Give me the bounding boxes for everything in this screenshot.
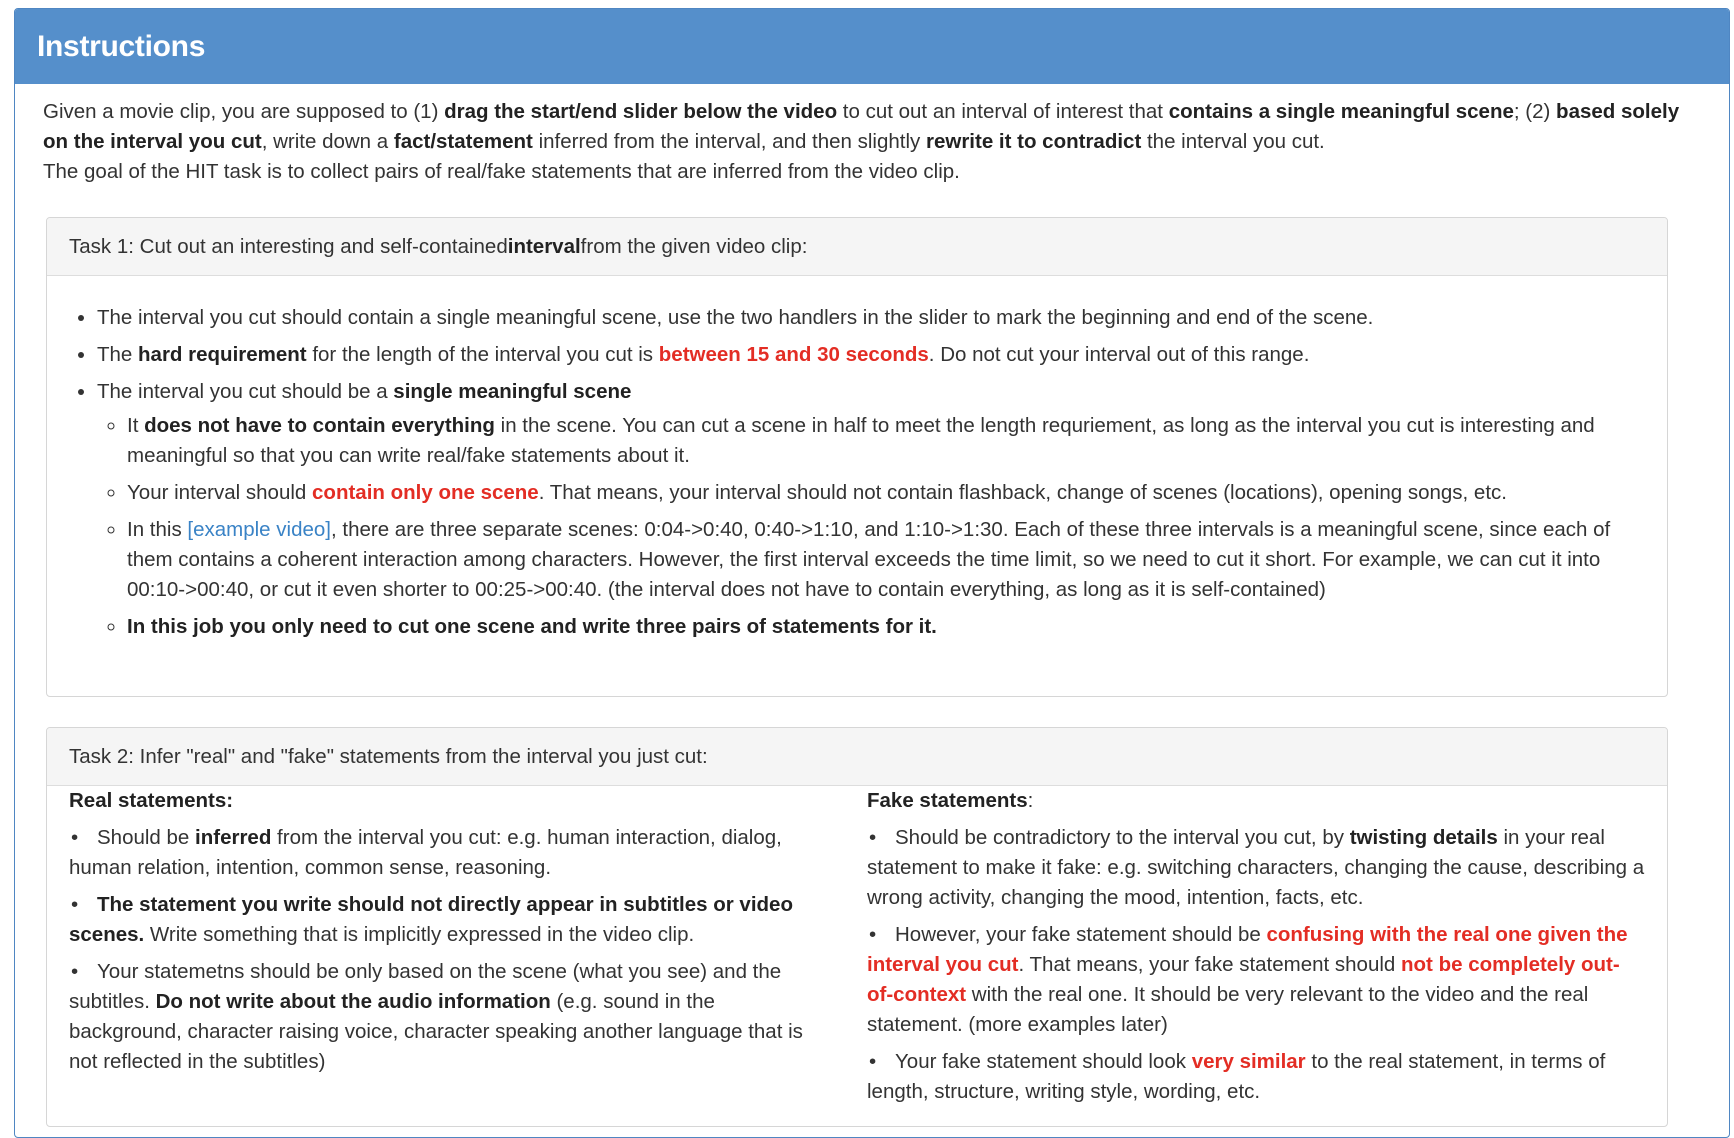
highlight-text: very similar bbox=[1191, 1050, 1306, 1073]
plain-text: Task 1: Cut out an interesting and self-contained bbox=[69, 234, 508, 258]
plain-text: inferred from the interval, and then slightly bbox=[532, 130, 926, 153]
task1-bullet bbox=[97, 303, 1645, 333]
emphasis-text: inferred bbox=[195, 826, 272, 849]
emphasis-text: drag the start/end slider below the video bbox=[444, 100, 838, 123]
plain-text: However, your fake statement should be bbox=[895, 923, 1267, 946]
plain-text: , there are three separate scenes: 0:04->0:40, 0:40->1:10, and 1:10->1:30. Each of these three intervals is a meaningful scene, since each of them contains a coherent interaction among characters. However, the first interval exceeds the time limit, so we need to cut it short. For example, we can cut it into 00:10->00:40, or cut it even shorter to 00:25->00:40. (the interval does not have to contain everything, as long as it is self-contained) bbox=[127, 518, 1611, 601]
emphasis-text: based solely on the interval you cut bbox=[43, 100, 1680, 153]
fake-statements-column bbox=[857, 786, 1645, 1114]
task1-sub-bullet bbox=[127, 478, 1645, 508]
fake-statements-list bbox=[867, 823, 1645, 1107]
plain-text: . Do not cut your interval out of this range. bbox=[928, 343, 1310, 366]
real-statements-title: Real statements: bbox=[69, 789, 234, 812]
emphasis-text: rewrite it to contradict bbox=[926, 130, 1142, 153]
emphasis-text: single meaningful scene bbox=[393, 380, 632, 403]
plain-text: It bbox=[127, 414, 145, 437]
task1-sub-bullet bbox=[127, 411, 1645, 471]
task1-bullet-text bbox=[97, 380, 631, 403]
plain-text: Should be contradictory to the interval you cut, by bbox=[895, 826, 1350, 849]
fake-statement-rule bbox=[867, 1047, 1645, 1107]
plain-text: to cut out an interval of interest that bbox=[837, 100, 1169, 123]
intro-paragraph bbox=[43, 97, 1683, 157]
plain-text: , write down a bbox=[261, 130, 394, 153]
task1-bullet bbox=[97, 377, 1645, 642]
task1-body bbox=[47, 276, 1667, 669]
fake-statement-rule bbox=[867, 823, 1645, 913]
emphasis-text: twisting details bbox=[1349, 826, 1498, 849]
task2-heading: Task 2: Infer "real" and "fake" statements from the interval you just cut: bbox=[47, 728, 1667, 786]
fake-statement-rule bbox=[867, 920, 1645, 1040]
emphasis-text: Do not write about the audio information bbox=[155, 990, 551, 1013]
real-statements-column bbox=[69, 786, 857, 1114]
intro-goal: The goal of the HIT task is to collect pairs of real/fake statements that are inferred from the video clip. bbox=[43, 160, 960, 183]
highlight-text: confusing with the real one given the interval you cut bbox=[867, 923, 1628, 976]
plain-text: The interval you cut should contain a single meaningful scene, use the two handlers in the slider to mark the beginning and end of the scene. bbox=[97, 306, 1374, 329]
fake-statements-title: Fake statements bbox=[867, 789, 1028, 812]
plain-text: Your statemetns should be only based on the scene (what you see) and the subtitles. bbox=[69, 960, 782, 1013]
emphasis-text: contains a single meaningful scene bbox=[1168, 100, 1514, 123]
real-statement-rule bbox=[69, 890, 827, 950]
task1-list bbox=[69, 303, 1645, 642]
intro-text bbox=[43, 97, 1683, 187]
plain-text: from the given video clip: bbox=[580, 234, 808, 258]
emphasis-text: fact/statement bbox=[393, 130, 533, 153]
task2-panel bbox=[46, 727, 1668, 1127]
example-video-link[interactable]: [example video] bbox=[187, 518, 331, 541]
plain-text: Your interval should bbox=[127, 481, 313, 504]
plain-text: Your fake statement should look bbox=[895, 1050, 1192, 1073]
task2-body bbox=[47, 786, 1667, 1114]
highlight-text: contain only one scene bbox=[312, 481, 539, 504]
panel-title: Instructions bbox=[37, 29, 206, 63]
emphasis-text: hard requirement bbox=[138, 343, 307, 366]
plain-text: In this bbox=[127, 518, 188, 541]
plain-text: in the scene. You can cut a scene in half to meet the length requriement, as long as the interval you cut is interesting and meaningful so that you can write real/fake statements about it. bbox=[127, 414, 1595, 467]
plain-text: to the real statement, in terms of length, structure, writing style, wording, etc. bbox=[867, 1050, 1606, 1103]
panel-header bbox=[15, 9, 1729, 84]
plain-text: . That means, your fake statement should bbox=[1018, 953, 1402, 976]
task1-bullet bbox=[97, 340, 1645, 370]
real-statement-rule bbox=[69, 957, 827, 1077]
emphasis-text: interval bbox=[507, 234, 581, 258]
emphasis-text: In this job you only need to cut one scene and write three pairs of statements for it. bbox=[127, 615, 937, 638]
real-statements-list bbox=[69, 823, 827, 1077]
plain-text: ; (2) bbox=[1513, 100, 1557, 123]
plain-text: in your real statement to make it fake: e.g. switching characters, changing the cause, describing a wrong activity, changing the mood, intention, facts, etc. bbox=[867, 826, 1645, 909]
plain-text: The bbox=[97, 343, 139, 366]
plain-text: Write something that is implicitly expressed in the video clip. bbox=[144, 923, 695, 946]
plain-text: for the length of the interval you cut is bbox=[306, 343, 659, 366]
task1-heading bbox=[47, 218, 1667, 276]
highlight-text: not be completely out-of-context bbox=[867, 953, 1620, 1006]
task1-panel bbox=[46, 217, 1668, 697]
plain-text: (e.g. sound in the background, character raising voice, character speaking another language that is not reflected in the subtitles) bbox=[69, 990, 803, 1073]
emphasis-text: does not have to contain everything bbox=[144, 414, 495, 437]
plain-text: with the real one. It should be very relevant to the video and the real statement. (more examples later) bbox=[867, 983, 1589, 1036]
plain-text: Given a movie clip, you are supposed to (1) bbox=[43, 100, 445, 123]
highlight-text: between 15 and 30 seconds bbox=[658, 343, 929, 366]
plain-text: from the interval you cut: e.g. human interaction, dialog, human relation, intention, common sense, reasoning. bbox=[69, 826, 782, 879]
plain-text: The interval you cut should be a bbox=[97, 380, 394, 403]
fake-statements-title-row bbox=[867, 786, 1645, 816]
emphasis-text: The statement you write should not directly appear in subtitles or video scenes. bbox=[69, 893, 793, 946]
plain-text: . That means, your interval should not contain flashback, change of scenes (locations), opening songs, etc. bbox=[538, 481, 1507, 504]
task1-sub-bullet bbox=[127, 515, 1645, 605]
plain-text: Should be bbox=[97, 826, 196, 849]
task1-sublist bbox=[97, 411, 1645, 642]
plain-text: the interval you cut. bbox=[1141, 130, 1325, 153]
fake-statements-title-colon: : bbox=[1027, 789, 1034, 812]
real-statement-rule bbox=[69, 823, 827, 883]
task1-sub-bullet bbox=[127, 612, 1645, 642]
